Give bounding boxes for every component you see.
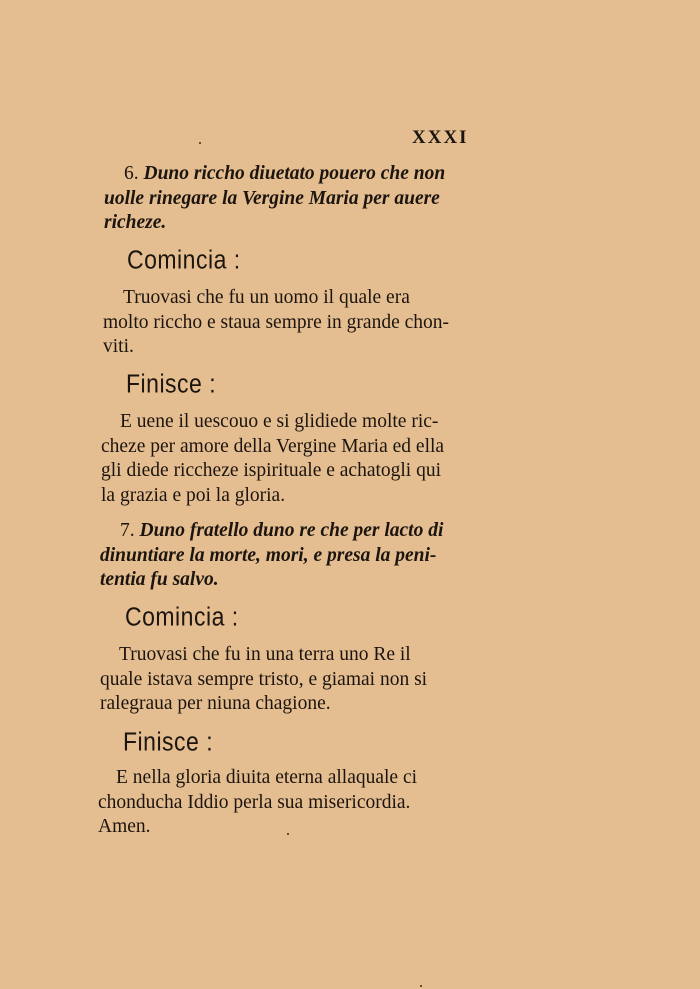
entry-7-title-line: Duno fratello duno re che per lacto di — [134, 520, 444, 541]
entry-7-finisce-text — [98, 766, 456, 840]
entry-6-title-line: uolle rinegare la Vergine Maria per auere — [104, 187, 440, 209]
entry-7-comincia-line: quale istava sempre tristo, e giamai non si — [100, 668, 428, 690]
entry-7-finisce-line: Amen. — [98, 816, 151, 837]
entry-6-title-line: Duno ricchо diuetato pouero che non — [138, 163, 446, 184]
entry-7-comincia-text — [100, 643, 458, 717]
entry-7-title-line: dinuntiare la morte, mori, e presa la peni- — [100, 544, 437, 566]
page-number: XXXI — [412, 127, 469, 148]
entry-6-title — [104, 162, 461, 236]
entry-7-finisce-heading: Finisce : — [123, 727, 214, 757]
entry-7-comincia-line: Truovasi che fu in una terra uno Re il — [119, 644, 411, 665]
entry-6-comincia-text — [103, 286, 461, 360]
entry-6-finisce-heading: Finisce : — [126, 369, 217, 399]
entry-7-number: 7. — [120, 520, 135, 541]
entry-6-title-line: richeze. — [104, 212, 167, 233]
entry-6-finisce-line: la grazia e poi la gloria. — [101, 484, 286, 506]
entry-7-title — [100, 519, 460, 593]
entry-6-comincia-line: viti. — [103, 336, 134, 357]
print-speck — [420, 985, 422, 987]
entry-7-comincia-line: ralegraua per niuna chagione. — [100, 693, 331, 714]
entry-7-finisce-line: chonducha Iddio perla sua misericordia. — [98, 791, 411, 813]
entry-6-finisce-line: gli diede riccheze ispirituale e achatogli qui — [101, 460, 442, 481]
entry-6-finisce-text — [101, 410, 461, 508]
entry-6-comincia-line: Truovasi che fu un uomo il quale era — [123, 287, 410, 308]
entry-6-number: 6. — [124, 163, 139, 184]
print-speck — [199, 142, 201, 144]
entry-7-comincia-heading: Comincia : — [125, 602, 239, 632]
entry-6-comincia-line: molto ricchо e staua sempre in grande chon- — [103, 311, 450, 333]
entry-7-finisce-line: E nella gloria diuita eterna allaquale ci — [116, 767, 418, 788]
entry-6-comincia-heading: Comincia : — [127, 245, 241, 275]
entry-7-title-line: tentia fu salvo. — [100, 569, 219, 590]
entry-6-finisce-line: E uene il uescouo e si glidiede molte ric- — [120, 411, 439, 432]
entry-6-finisce-line: cheze per amore della Vergine Maria ed ella — [101, 435, 445, 457]
